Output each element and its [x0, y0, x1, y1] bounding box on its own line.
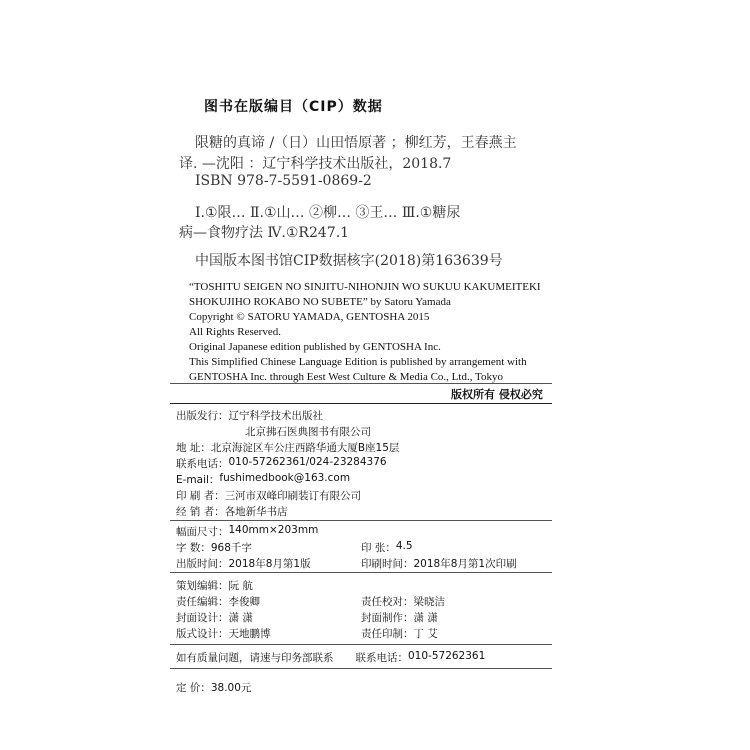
english-line-3: Copyright © SATORU YAMADA, GENTOSHA 2015	[189, 311, 430, 323]
publisher-row	[176, 408, 323, 423]
price-row	[176, 680, 251, 695]
contact-row	[176, 650, 485, 665]
editor-row	[176, 594, 260, 609]
email-row	[176, 472, 350, 487]
phone-label: 联系电话：	[176, 458, 229, 470]
proof-label: 责任校对：	[361, 596, 414, 608]
divider-3	[170, 520, 552, 521]
english-line-6: This Simplified Chinese Language Edition is published by arrangement with	[189, 356, 527, 368]
email-value: fushimedbook@163.com	[219, 472, 351, 484]
layout-design-row	[176, 626, 271, 641]
rights-notice: 版权所有 侵权必究	[451, 388, 543, 401]
divider-5	[170, 644, 552, 645]
size-label: 幅面尺寸：	[176, 526, 229, 538]
english-line-5: Original Japanese edition published by GENTOSHA Inc.	[189, 341, 441, 353]
cip-line-4: Ⅰ.①限… Ⅱ.①山… ②柳… ③王… Ⅲ.①糖尿	[195, 205, 461, 221]
layout-design-value: 天地鹏博	[228, 628, 271, 640]
cip-title: 图书在版编目（CIP）数据	[204, 99, 383, 115]
pubtime-label: 出版时间：	[176, 558, 229, 570]
proof-value: 梁晓洁	[413, 596, 445, 608]
cover-design-label: 封面设计：	[176, 612, 229, 624]
printtime-value: 2018年8月第1次印刷	[413, 558, 517, 570]
cover-design-row	[176, 610, 253, 625]
printtime-label: 印刷时间：	[361, 558, 414, 570]
divider-2	[170, 403, 552, 404]
size-row	[176, 524, 318, 539]
cip-isbn: ISBN 978-7-5591-0869-2	[195, 173, 372, 189]
contact-phone-value: 010-57262361	[408, 650, 486, 662]
address-value: 北京海淀区车公庄西路华通大厦B座15层	[210, 442, 400, 454]
pubtime-row	[176, 556, 311, 571]
print-duty-label: 责任印制：	[361, 628, 414, 640]
address-row	[176, 440, 399, 455]
print-duty-value: 丁 艾	[413, 628, 438, 640]
planner-row	[176, 578, 253, 593]
divider-4	[170, 572, 552, 573]
english-line-1: “TOSHITU SEIGEN NO SINJITU-NIHONJIN WO SUKUU KAKUMEITEKI	[189, 281, 541, 293]
phone-row	[176, 456, 387, 471]
distributor-label: 经 销 者：	[176, 506, 225, 518]
distributor-value: 各地新华书店	[224, 506, 288, 518]
words-label: 字 数：	[176, 542, 211, 554]
printer-row	[176, 488, 361, 503]
sheets-label: 印 张：	[361, 542, 396, 554]
distributor-row	[176, 504, 288, 519]
cover-make-label: 封面制作：	[361, 612, 414, 624]
cip-line-5: 病—食物疗法 Ⅳ.①R247.1	[179, 225, 350, 241]
price-value: 38.00元	[210, 682, 252, 694]
planner-label: 策划编辑：	[176, 580, 229, 592]
price-label: 定 价：	[176, 682, 211, 694]
printer-label: 印 刷 者：	[176, 490, 225, 502]
pubtime-value: 2018年8月第1版	[228, 558, 311, 570]
size-value: 140mm×203mm	[228, 524, 319, 536]
cover-make-value: 潇 潇	[413, 612, 438, 624]
address-label: 地 址：	[176, 442, 211, 454]
words-row	[176, 540, 252, 555]
divider-1	[170, 383, 552, 384]
email-label: E-mail：	[176, 474, 220, 486]
cover-design-value: 潇 潇	[228, 612, 253, 624]
publisher-value-2: 北京拂石医典图书有限公司	[245, 426, 371, 438]
layout-design-label: 版式设计：	[176, 628, 229, 640]
sheets-value: 4.5	[395, 540, 413, 552]
cip-line-1: 限糖的真谛 /（日）山田悟原著 ；柳红芳，王春燕主	[195, 135, 517, 151]
cover-make-row	[361, 610, 438, 625]
proof-row	[361, 594, 445, 609]
publisher-value: 辽宁科学技术出版社	[228, 410, 323, 422]
printer-value: 三河市双峰印刷装订有限公司	[224, 490, 362, 502]
contact-note: 如有质量问题，请速与印务部联系	[176, 652, 334, 664]
english-line-2: SHOKUJIHO ROKABO NO SUBETE” by Satoru Yamada	[189, 296, 451, 308]
contact-phone-label: 联系电话：	[355, 652, 408, 664]
editor-value: 李俊卿	[228, 596, 260, 608]
planner-value: 阮 航	[228, 580, 253, 592]
divider-6	[170, 668, 552, 669]
words-value: 968千字	[210, 542, 252, 554]
print-duty-row	[361, 626, 438, 641]
publisher-label: 出版发行：	[176, 410, 229, 422]
editor-label: 责任编辑：	[176, 596, 229, 608]
english-line-4: All Rights Reserved.	[189, 326, 281, 338]
publisher-row-2	[245, 424, 371, 439]
phone-value: 010-57262361/024-23284376	[228, 456, 387, 468]
english-line-7: GENTOSHA Inc. through Eest West Culture & Media Co., Ltd., Tokyo	[189, 371, 503, 383]
sheets-row	[361, 540, 413, 555]
cip-line-2: 译. —沈阳 ：辽宁科学技术出版社，2018.7	[179, 156, 452, 172]
printtime-row	[361, 556, 517, 571]
cip-number: 中国版本图书馆CIP数据核字(2018)第163639号	[195, 253, 503, 269]
